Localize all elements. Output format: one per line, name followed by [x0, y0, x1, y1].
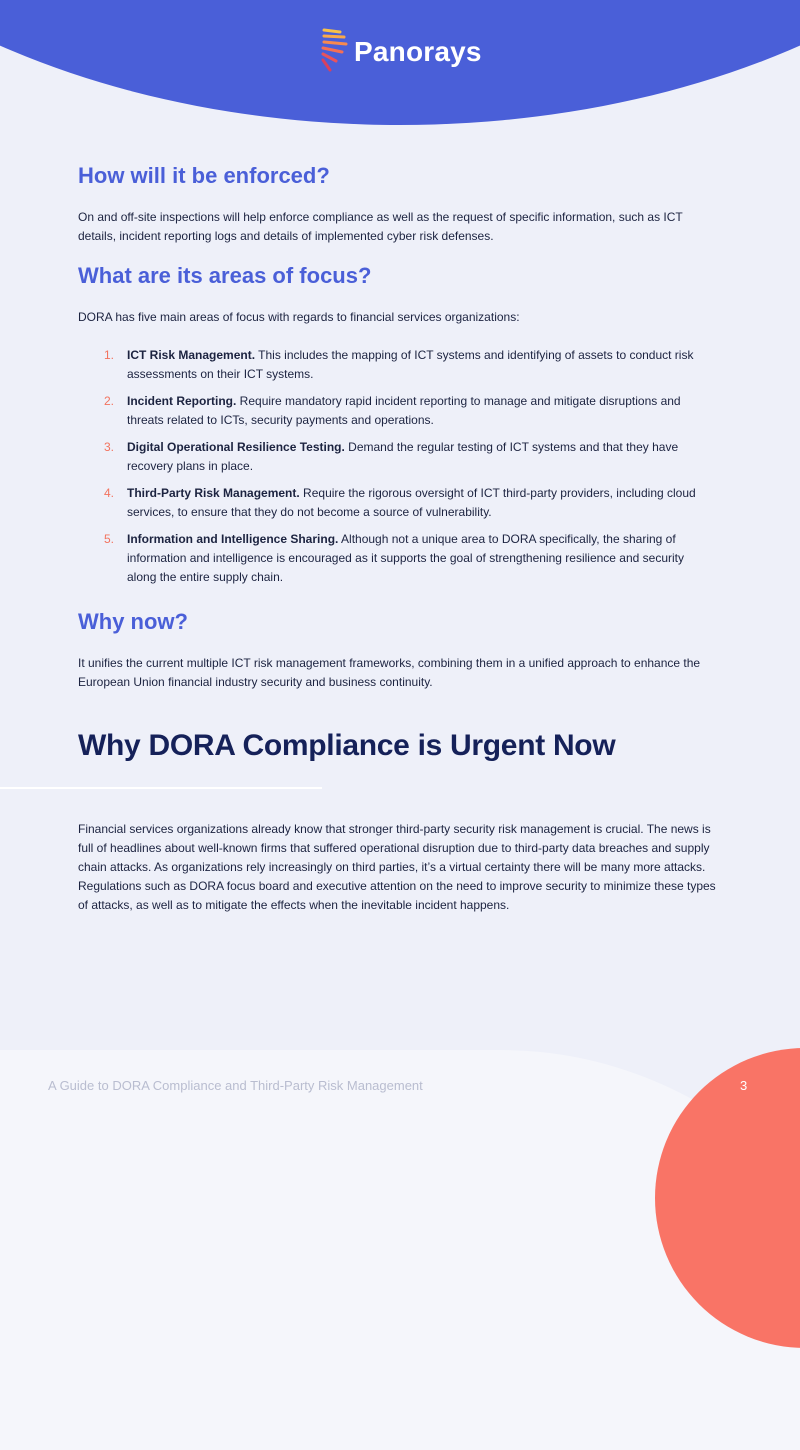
section-heading-focus: What are its areas of focus?: [78, 263, 372, 288]
list-item: [104, 346, 700, 384]
list-item-number: 3.: [104, 440, 115, 454]
focus-areas-list: [104, 346, 700, 595]
title-divider: [0, 787, 322, 789]
section-body-urgent: Financial services organizations already know that stronger third-party security risk management is crucial. The news is full of headlines about well-known firms that suffered operational disruption due to third-party data breaches and supply chain attacks. As organizations rely increasingly on third parties, it’s a virtual certainty there will be many more attacks. Regulations such as DORA focus board and executive attention on the need to improve security to minimize these types of attacks, as well as to mitigate the effects when the inevitable incident happens.: [78, 822, 716, 912]
list-item-title: ICT Risk Management.: [127, 348, 256, 362]
list-item: [104, 530, 700, 587]
section-heading-enforced: How will it be enforced?: [78, 163, 330, 188]
panorays-logo-icon: [320, 28, 348, 76]
page-title: Why DORA Compliance is Urgent Now: [78, 729, 616, 762]
section-intro-focus: DORA has five main areas of focus with regards to financial services organizations:: [78, 310, 520, 324]
list-item: [104, 392, 700, 430]
list-item-text: Require the rigorous oversight of ICT third-party providers, including cloud services, to ensure that they do not become a source of vulnerability.: [127, 486, 696, 519]
list-item-title: Incident Reporting.: [127, 394, 237, 408]
footer-title: A Guide to DORA Compliance and Third-Party Risk Management: [48, 1078, 423, 1093]
list-item-title: Third-Party Risk Management.: [127, 486, 300, 500]
list-item-title: Digital Operational Resilience Testing.: [127, 440, 345, 454]
list-item: [104, 484, 700, 522]
section-body-enforced: On and off-site inspections will help enforce compliance as well as the request of specific information, such as ICT details, incident reporting logs and details of implemented cyber risk defenses.: [78, 210, 683, 243]
list-item-text: This includes the mapping of ICT systems and identifying of assets to conduct risk assessments on their ICT systems.: [127, 348, 694, 381]
list-item-number: 4.: [104, 486, 115, 500]
list-item-text: Demand the regular testing of ICT systems and that they have recovery plans in place.: [127, 440, 679, 473]
page-number: 3: [740, 1078, 748, 1093]
list-item-number: 1.: [104, 348, 115, 362]
section-body-why-now: It unifies the current multiple ICT risk management frameworks, combining them in a unified approach to enhance the European Union financial industry security and business continuity.: [78, 656, 701, 689]
list-item-text: Although not a unique area to DORA specifically, the sharing of information and intelligence is encouraged as it supports the goal of strengthening resilience and security along the entire supply chain.: [127, 532, 685, 584]
list-item-text: Require mandatory rapid incident reporting to manage and mitigate disruptions and threats related to ICTs, security payments and operations.: [127, 394, 681, 427]
brand-name: Panorays: [354, 36, 482, 67]
list-item: [104, 438, 700, 476]
list-item-number: 5.: [104, 532, 115, 546]
list-item-number: 2.: [104, 394, 115, 408]
brand-logo: [320, 28, 482, 76]
list-item-title: Information and Intelligence Sharing.: [127, 532, 339, 546]
section-heading-why-now: Why now?: [78, 609, 188, 634]
